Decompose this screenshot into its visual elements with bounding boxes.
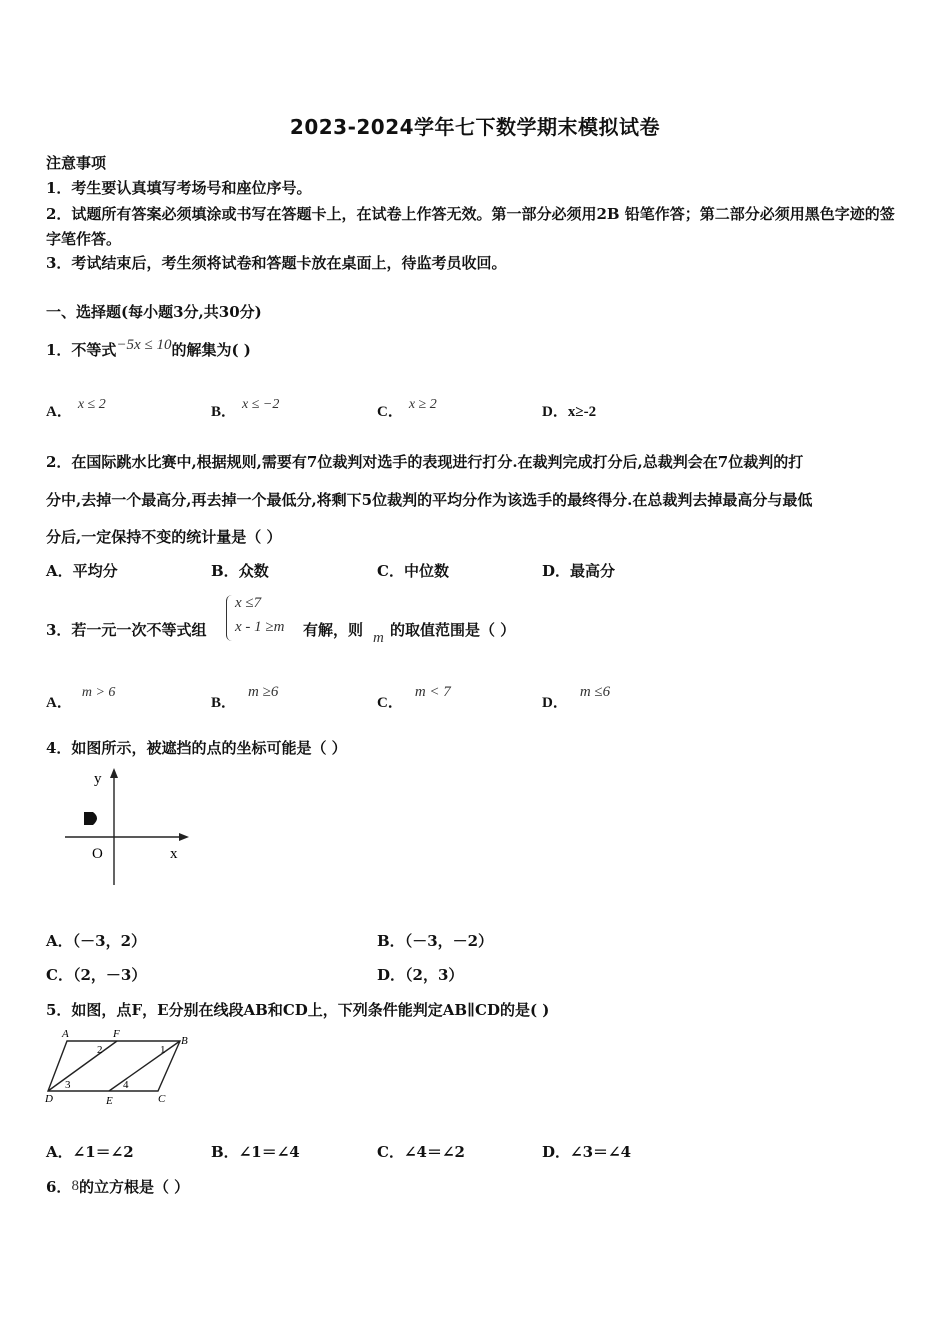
option-label: D． (377, 966, 406, 984)
q4-option-c (46, 964, 146, 985)
q3-text-before: 3．若一元一次不等式组 (46, 621, 207, 639)
q5-option-a (46, 1141, 134, 1162)
angle-1-label: 1 (160, 1044, 166, 1056)
option-label: A． (46, 562, 73, 580)
angle-3-label: 3 (65, 1079, 71, 1091)
option-label: A． (46, 932, 73, 950)
q6-text-after: 的立方根是（ ） (78, 1178, 190, 1196)
q2-option-c (377, 560, 449, 581)
y-axis-arrow-icon (110, 768, 118, 778)
q1-inequality: −5x ≤ 10 (116, 337, 172, 353)
q1-text-before: 1．不等式 (46, 341, 117, 359)
option-label: D． (542, 404, 568, 420)
option-value: 中位数 (403, 562, 449, 580)
q4-option-a (46, 930, 146, 951)
option-value: x ≤ 2 (77, 397, 106, 412)
option-label: C． (377, 1143, 404, 1161)
q6-number: 6． (46, 1178, 72, 1196)
brace (226, 595, 235, 641)
q3-option-c (377, 684, 451, 712)
q2-option-b (211, 560, 269, 581)
point-f-label: F (113, 1028, 120, 1040)
option-value: （2，3） (405, 966, 464, 984)
option-label: A． (46, 404, 72, 420)
option-value: ∠4＝∠2 (403, 1143, 465, 1161)
q2-option-a (46, 560, 118, 581)
coordinate-figure (60, 765, 195, 895)
option-label: C． (377, 404, 403, 420)
q2-line-2: 分中,去掉一个最高分,再去掉一个最低分,将剩下5位裁判的平均分作为该选手的最终得分.在总裁判去掉最高分与最低 (46, 491, 813, 509)
q3-system-line-2: x - 1 ≥m (235, 619, 285, 635)
origin-label: O (92, 846, 103, 862)
option-value: （－3，－2） (404, 932, 494, 950)
option-label: C． (377, 695, 403, 711)
option-value: x ≥ 2 (408, 397, 437, 412)
q2-line-1: 2．在国际跳水比赛中,根据规则,需要有7位裁判对选手的表现进行打分.在裁判完成打分后,总裁判会在7位裁判的打 (46, 453, 804, 471)
option-label: C． (377, 562, 404, 580)
q1-option-d (542, 400, 596, 421)
question-5: 5．如图，点F，E分别在线段AB和CD上，下列条件能判定AB∥CD的是( ) (46, 1001, 550, 1019)
option-value: 最高分 (570, 562, 616, 580)
q3-option-d (542, 684, 611, 712)
option-value: （2，－3） (72, 966, 147, 984)
parallelogram-figure (42, 1026, 202, 1108)
option-value: x ≤ −2 (242, 397, 280, 412)
angle-2-label: 2 (97, 1044, 103, 1056)
option-value: m < 7 (414, 684, 451, 700)
q3-system-line-1: x ≤7 (235, 595, 262, 611)
option-label: A． (46, 1143, 73, 1161)
option-value: （－3，2） (72, 932, 147, 950)
q5-option-d (542, 1141, 631, 1162)
point-b-label: B (181, 1035, 188, 1047)
q3-option-a (46, 685, 116, 712)
q4-option-b (377, 930, 493, 951)
notice-item-3: 3．考试结束后，考生须将试卷和答题卡放在桌面上，待监考员收回。 (46, 254, 507, 272)
option-value: m ≤6 (579, 684, 611, 700)
notice-item-1: 1．考生要认真填写考场号和座位序号。 (46, 179, 312, 197)
q3-text-middle: 有解，则 (303, 621, 364, 639)
x-axis-label: x (170, 846, 178, 862)
q3-option-b (211, 684, 279, 712)
question-4: 4．如图所示，被遮挡的点的坐标可能是（ ） (46, 739, 347, 757)
option-value: ∠3＝∠4 (570, 1143, 632, 1161)
option-value: 众数 (238, 562, 269, 580)
option-label: D． (542, 1143, 571, 1161)
q2-option-d (542, 560, 615, 581)
option-value: m > 6 (81, 685, 116, 700)
option-value: x≥-2 (567, 404, 597, 420)
option-label: B． (377, 932, 405, 950)
point-c-label: C (158, 1093, 166, 1105)
q4-option-d (377, 964, 463, 985)
option-label: C． (46, 966, 73, 984)
x-axis-arrow-icon (179, 833, 189, 841)
notice-item-2: 2．试题所有答案必须填涂或书写在答题卡上，在试卷上作答无效。第一部分必须用2B 铅笔作答；第二部分必须用黑色字迹的签字笔作答。 (46, 205, 895, 248)
q1-option-c (377, 397, 437, 421)
section-heading: 一、选择题(每小题3分,共30分) (46, 303, 262, 321)
point-e-label: E (106, 1095, 113, 1107)
option-label: D． (542, 695, 568, 711)
q1-option-b (211, 397, 280, 421)
q3-variable: m (373, 630, 384, 646)
y-axis-label: y (94, 771, 102, 787)
point-a-label: A (62, 1028, 69, 1040)
q5-option-b (211, 1141, 300, 1162)
question-6 (46, 1176, 189, 1197)
option-value: ∠1＝∠4 (238, 1143, 300, 1161)
covered-point-blob-icon (84, 812, 97, 825)
option-label: B． (211, 695, 237, 711)
q3-text-after: 的取值范围是（ ） (390, 621, 516, 639)
page-title: 2023-2024学年七下数学期末模拟试卷 (289, 115, 661, 139)
q5-option-c (377, 1141, 465, 1162)
option-label: B． (211, 1143, 239, 1161)
question-1 (46, 339, 251, 360)
segment-fd (48, 1041, 117, 1091)
option-value: m ≥6 (248, 684, 279, 700)
option-label: D． (542, 562, 571, 580)
point-d-label: D (45, 1093, 53, 1105)
q3-inequality-system (226, 595, 306, 645)
q6-value: 8 (71, 1178, 79, 1194)
q2-line-3: 分后,一定保持不变的统计量是（ ） (46, 528, 282, 546)
option-label: A． (46, 695, 72, 711)
option-value: ∠1＝∠2 (72, 1143, 134, 1161)
q1-text-after: 的解集为( ) (171, 341, 251, 359)
option-label: B． (211, 404, 237, 420)
option-label: B． (211, 562, 239, 580)
q1-option-a (46, 397, 106, 421)
option-value: 平均分 (72, 562, 118, 580)
notice-heading: 注意事项 (46, 154, 107, 172)
angle-4-label: 4 (123, 1079, 129, 1091)
